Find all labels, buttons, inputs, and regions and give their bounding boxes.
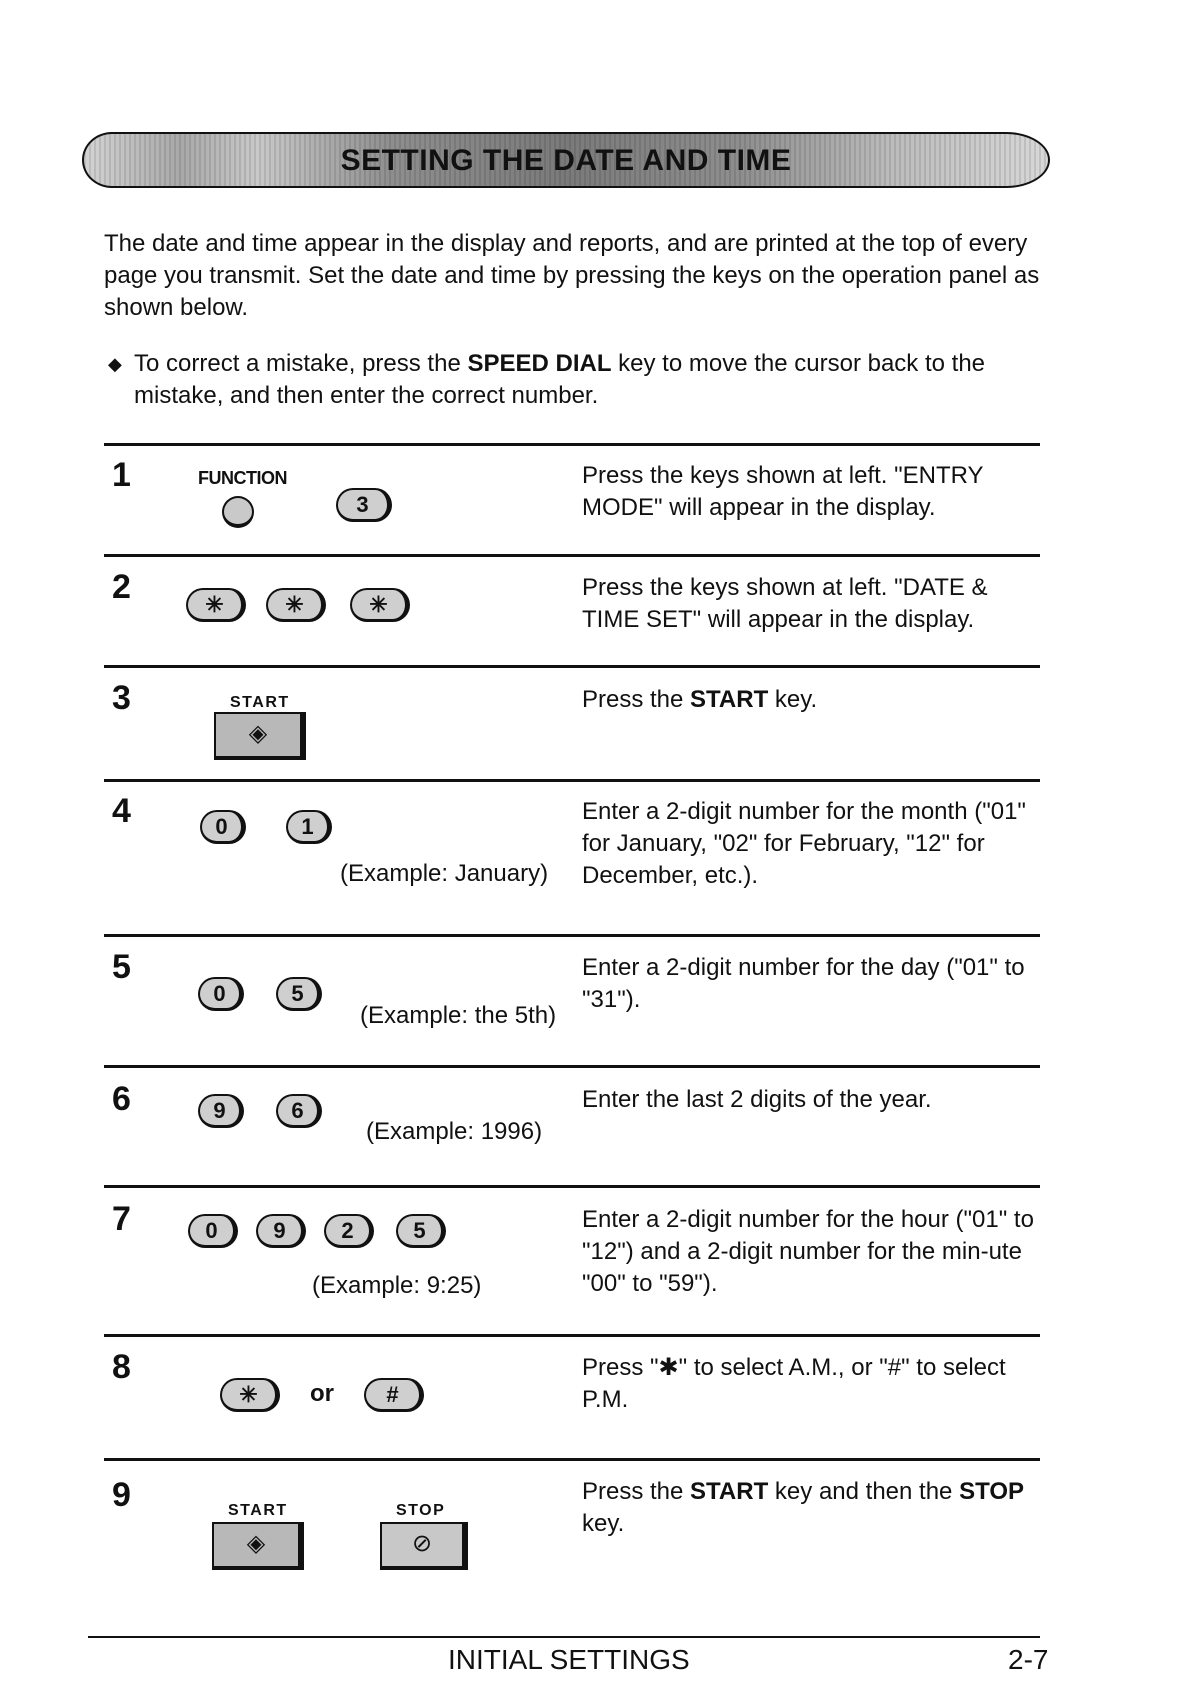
stop-icon: ⊘ bbox=[411, 1530, 433, 1557]
step-description: Enter a 2-digit number for the hour ("01" to "12") and a 2-digit number for the min-ute "00" to "59"). bbox=[582, 1206, 1034, 1297]
note-text-2: key to move the cursor back to the mistake, and then enter the correct number. bbox=[134, 350, 986, 409]
correction-note bbox=[108, 348, 1048, 412]
step-divider bbox=[104, 779, 1040, 782]
step-description: Enter a 2-digit number for the month ("01" for January, "02" for February, "12" for December, etc.). bbox=[582, 798, 1026, 889]
step-description: Enter the last 2 digits of the year. bbox=[582, 1086, 932, 1113]
step-number: 4 bbox=[112, 792, 131, 830]
key-6[interactable]: 6 bbox=[276, 1094, 322, 1128]
stop-key-name: STOP bbox=[959, 1478, 1024, 1505]
step-number: 6 bbox=[112, 1080, 131, 1118]
step-number: 8 bbox=[112, 1348, 131, 1386]
or-text: or bbox=[310, 1380, 334, 1407]
footer-section-title: INITIAL SETTINGS bbox=[448, 1644, 690, 1675]
key-9[interactable]: 9 bbox=[256, 1214, 306, 1248]
stop-key-label: STOP bbox=[396, 1502, 446, 1519]
star-key[interactable]: ✳ bbox=[186, 588, 246, 622]
start-diamond-icon: ◈ bbox=[248, 720, 268, 747]
function-key-label: FUNCTION bbox=[198, 468, 287, 488]
intro-paragraph: The date and time appear in the display and reports, and are printed at the top of every page you transmit. Set the date and time by pressing the keys on the operation panel as shown below. bbox=[104, 230, 1040, 321]
start-key-name: START bbox=[690, 686, 769, 713]
start-button[interactable] bbox=[212, 1522, 304, 1570]
step-description: Press "✱" to select A.M., or "#" to select P.M. bbox=[582, 1354, 1006, 1413]
key-2[interactable]: 2 bbox=[324, 1214, 374, 1248]
step-number: 9 bbox=[112, 1476, 131, 1514]
hash-key[interactable]: # bbox=[364, 1378, 424, 1412]
step-description: Enter a 2-digit number for the day ("01" to "31"). bbox=[582, 954, 1025, 1013]
key-1[interactable]: 1 bbox=[286, 810, 332, 844]
start-diamond-icon: ◈ bbox=[246, 1530, 266, 1557]
note-text-1: To correct a mistake, press the bbox=[134, 350, 468, 377]
step-number: 1 bbox=[112, 456, 131, 494]
star-key[interactable]: ✳ bbox=[350, 588, 410, 622]
step-example: (Example: 1996) bbox=[366, 1118, 543, 1145]
key-0[interactable]: 0 bbox=[200, 810, 246, 844]
step-description: Press the START key. bbox=[582, 686, 818, 713]
step-divider bbox=[104, 1065, 1040, 1068]
key-5[interactable]: 5 bbox=[396, 1214, 446, 1248]
stop-button[interactable] bbox=[380, 1522, 468, 1570]
step-example: (Example: 9:25) bbox=[312, 1272, 482, 1299]
step-description: Press the keys shown at left. "DATE & TIME SET" will appear in the display. bbox=[582, 574, 988, 633]
start-key-label: START bbox=[228, 1502, 288, 1519]
step-number: 2 bbox=[112, 568, 131, 606]
note-speed-dial: SPEED DIAL bbox=[467, 350, 612, 377]
step-example: (Example: the 5th) bbox=[360, 1002, 557, 1029]
step-divider bbox=[104, 554, 1040, 557]
page-number: 2-7 bbox=[1008, 1644, 1049, 1675]
step-example: (Example: January) bbox=[340, 860, 549, 887]
key-0[interactable]: 0 bbox=[188, 1214, 238, 1248]
key-9[interactable]: 9 bbox=[198, 1094, 244, 1128]
start-button[interactable] bbox=[214, 712, 306, 760]
step-number: 7 bbox=[112, 1200, 131, 1238]
step-number: 3 bbox=[112, 679, 131, 717]
key-3[interactable]: 3 bbox=[336, 488, 392, 522]
footer-divider bbox=[88, 1636, 1040, 1638]
star-key[interactable]: ✳ bbox=[266, 588, 326, 622]
function-key[interactable] bbox=[222, 496, 254, 528]
diamond-bullet-icon: ◆ bbox=[108, 354, 122, 374]
section-banner bbox=[82, 132, 1050, 188]
key-5[interactable]: 5 bbox=[276, 977, 322, 1011]
page-title: SETTING THE DATE AND TIME bbox=[340, 144, 792, 177]
star-key[interactable]: ✳ bbox=[220, 1378, 280, 1412]
key-0[interactable]: 0 bbox=[198, 977, 244, 1011]
step-number: 5 bbox=[112, 948, 131, 986]
step-divider bbox=[104, 443, 1040, 446]
step-divider bbox=[104, 665, 1040, 668]
step-divider bbox=[104, 1334, 1040, 1337]
step-divider bbox=[104, 934, 1040, 937]
step-description: Press the START key and then the STOP key. bbox=[582, 1478, 1024, 1537]
start-key-label: START bbox=[230, 694, 290, 711]
step-description: Press the keys shown at left. "ENTRY MODE" will appear in the display. bbox=[582, 462, 984, 521]
start-key-name: START bbox=[690, 1478, 769, 1505]
step-divider bbox=[104, 1458, 1040, 1461]
step-divider bbox=[104, 1185, 1040, 1188]
